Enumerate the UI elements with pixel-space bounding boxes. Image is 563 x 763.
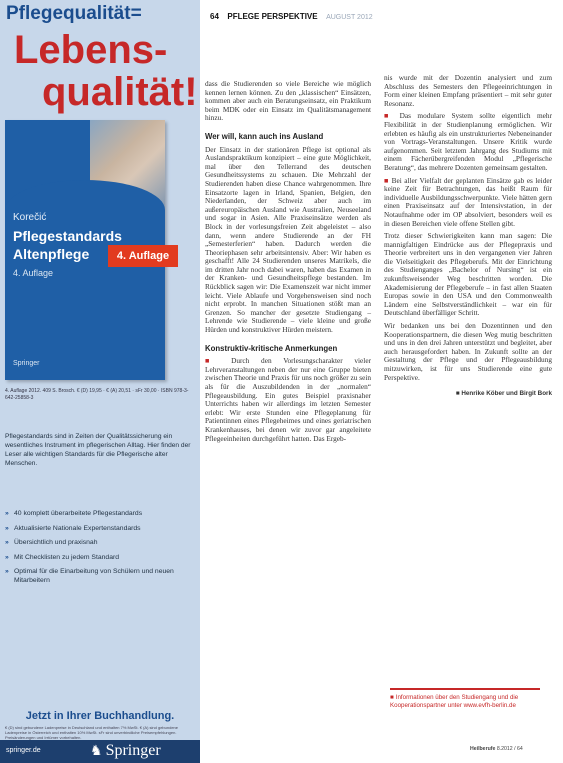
ad-call-to-action: Jetzt in Ihrer Buchhandlung. [25,710,175,722]
list-item: » Aktualisierte Nationale Expertenstandards [5,524,141,532]
paragraph: Wir bedanken uns bei den Dozentinnen und den Kooperationspartnern, die diesen Weg mutig beschritten und uns in den drei Jahren unterstützt und begleitet, aber auch herausgefordert haben. In Zukunft sollte an der Gestaltung der Pflege und der Pflegeausbildung mitzuwirken, ist für uns Studierende eine gute Perspektive. [384,321,552,382]
info-box-text[interactable]: ■ Informationen über den Studiengang und die Kooperationspartner unter www.evfh-berlin.de [390,694,519,709]
book-subtitle: Altenpflege [13,246,90,262]
author-signature: ■ Henrike Köber und Birgit Bork [455,390,552,398]
feature-list [5,510,197,591]
bullet-icon: » [5,539,9,546]
bullet-icon: » [5,524,9,532]
ad-headline-lebens: Lebens- [14,28,168,72]
list-item: » Mit Checklisten zu jedem Standard [5,553,120,561]
book-author: Korečić [13,212,47,223]
ad-headline-qualitaet: qualität! [42,70,198,114]
paragraph: ■ Durch den Vorlesungscharakter vieler Lehrveranstaltungen neben der nur eine Gruppe bieten zwischen Theorie und Praxis für uns noch größer zu sein als für die Auszubildenden in der „normalen“ Pflegeausbildung. Ein gutes Beispiel praxisnaher Unterrichts haben wir allerdings im letzten Semester erlebt: Wir erste Stunden eine Pflegeplanung für Patientinnen eines Pflegeheimes und eines geriatrischen Krankenhauses, bei denen wir zuvor gar angeleitete Pflegeeinheiten durchgeführt hatten. Das Ergeb- [205,356,371,443]
paragraph: ■ Das modulare System sollte eigentlich mehr Flexibilität in der Studienplanung ermöglichen. Wir erlebten es häufig als ein unstrukturiertes Nebeneinander von Vortrags-Veranstaltungen. Unsere Kritik wurde aufgenommen. Seit letztem Jahrgang des Studiums mit einem Fächerübergreifenden Modul „Pflegerische Beratung“, das mehrere Dozenten gemeinsam gestalten. [384,111,553,172]
book-publisher: Springer [13,360,40,367]
book-title: Pflegestandards [13,228,122,244]
springer-logo: ♞ Springer [90,742,161,759]
list-item: » 40 komplett überarbeitete Pflegestandards [5,510,143,517]
issue-number: 8.2012 / 64 [496,746,523,752]
square-bullet-icon: ■ [384,111,400,121]
page-footer [470,746,523,752]
article-column-middle [205,80,371,447]
ad-headline: Pflegequalität= [6,3,142,24]
ad-fine-print: € (D) sind gebundene Ladenpreise in Deutschland und enthalten 7% MwSt. € (A) sind gebundene Ladenpreise in Österreich und enthalten 10% MwSt. sFr sind unverbindliche Preisempfehlungen. Preisänderungen und Irrtümer vorbehalten. [5,725,179,740]
list-item: » Übersichtlich und praxisnah [5,539,98,546]
square-bullet-icon: ■ [390,694,394,701]
bullet-icon: » [5,553,9,561]
paragraph: nis wurde mit der Dozentin analysiert und zum Abschluss des Semesters den Pflegeeinrichtungen in Form einer kleinen Empfang präsentiert – mit sehr guter Resonanz. [384,73,552,108]
subheading: Konstruktiv-kritische Anmerkungen [205,343,338,353]
paragraph: Der Einsatz in der stationären Pflege ist optional als Auslandspraktikum konzipiert – eine gute Möglichkeit, mal über den Tellerrand des deutschen Gesundheitssystems zu schauen. Die Mehrzahl der Studierenden haben diese Chance wahrgenommen. Ihre Einsatzorte lagen in Irland, Spanien, Belgien, den Niederlanden, der Schweiz aber auch im außereuropäischen Ausland wie Australien, Neuseeland und sogar in Asien. Alle Praxiseinsätze werden als Block in der vorlesungsfreien Zeit abgeleistet – also dann, wenn andere Studierende an der FH „Semesterferien“ haben. Dadurch werden die Theoriephasen sehr arbeitsintensiv. Aber: Wir haben es geschafft! Alle 24 Studierenden unseres Matrikels, die im dritten Jahr noch dabei waren, haben das Examen in der Kranken- und Gesundheitspflege bestanden. Im Rückblick sagen wir: Die Examenszeit war nicht immer leicht. Viele Ablaufe und Vorgehensweisen sind noch nicht erprobt. In manchen Situationen stößt man an Grenzen. So mancher der gesetzte Studiengang – Lehrende wie Studierende – viele kleine und große Hürden und konstruktiver Hürden meistern. [205,144,371,335]
bullet-icon: » [5,510,9,517]
issue-month: AUGUST 2012 [326,14,373,21]
paragraph: dass die Studierenden so viele Bereiche wie möglich kennen lernen können. Zu den „klassischen“ Einsätzen, kommen aber auch ein Beratungseinsatz, ein Praktikum beim MDK oder ein Einsatz im Qualitätsmanagement hinzu. [205,79,371,123]
bullet-icon: » [5,568,9,575]
paragraph: Trotz dieser Schwierigkeiten kann man sagen: Die mannigfaltigen Eindrücke aus der Pflegepraxis und Theorie verbreitert uns in den vergangenen vier Jahren die Vielseitigkeit des Pflegeberufs. Mit der Einrichtung des Studienganges „Bachelor of Nursing“ ist ein zukunftsweisender Weg beschritten worden. Die Akademisierung der Pflegeberufe – in fast allen Staaten Europas sowie in den USA und den Commonwealth Ländern eine Selbstverständlichkeit – war ein für Deutschland überfälliger Schritt. [384,231,552,318]
book-cover [5,120,170,380]
list-item: » Optimal für die Einarbeitung von Schülern und neuen Mitarbeitern [5,568,174,584]
info-box [390,688,540,710]
page-number: 64 [210,12,219,21]
ad-intro-text: Pflegestandards sind in Zeiten der Qualitätssicherung ein wesentliches Instrument im pflegerischen Alltag. Hier finden der Leser alle wichtigen Standards für die Pflegerische alter Menschen. [5,433,191,467]
square-bullet-icon: ■ [205,356,232,366]
section-title: PFLEGE PERSPEKTIVE [227,12,318,21]
article-column-right [384,74,552,399]
knight-icon: ♞ [90,744,103,759]
advertisement [0,0,200,763]
ad-website-link[interactable]: springer.de [6,747,41,754]
magazine-name: Heilberufe [470,746,496,752]
page-header [210,6,550,24]
subheading: Wer will, kann auch ins Ausland [205,131,324,141]
paragraph: ■ Bei aller Vielfalt der geplanten Einsätze gab es leider keine Zeit für Betrachtungen, das heißt Raum für individuelle Ausbildungsschwerpunkte. Viele hätten gern einen Praxiseinsatz auf der Intensivstation, in der Notaufnahme oder im OP absolviert, besonders weil es in diesen Bereichen viele offene Stellen gibt. [384,175,553,228]
info-box-rule [390,688,540,690]
edition-badge: 4. Auflage [108,245,178,267]
book-edition: 4. Auflage [13,268,54,278]
square-bullet-icon: ■ [384,175,392,185]
book-price-info: 4. Auflage 2012. 409 S. Brosch. € (D) 19,95 · € (A) 20,51 · sFr 30,00 · ISBN 978-3-642-25858-3 [5,388,189,401]
